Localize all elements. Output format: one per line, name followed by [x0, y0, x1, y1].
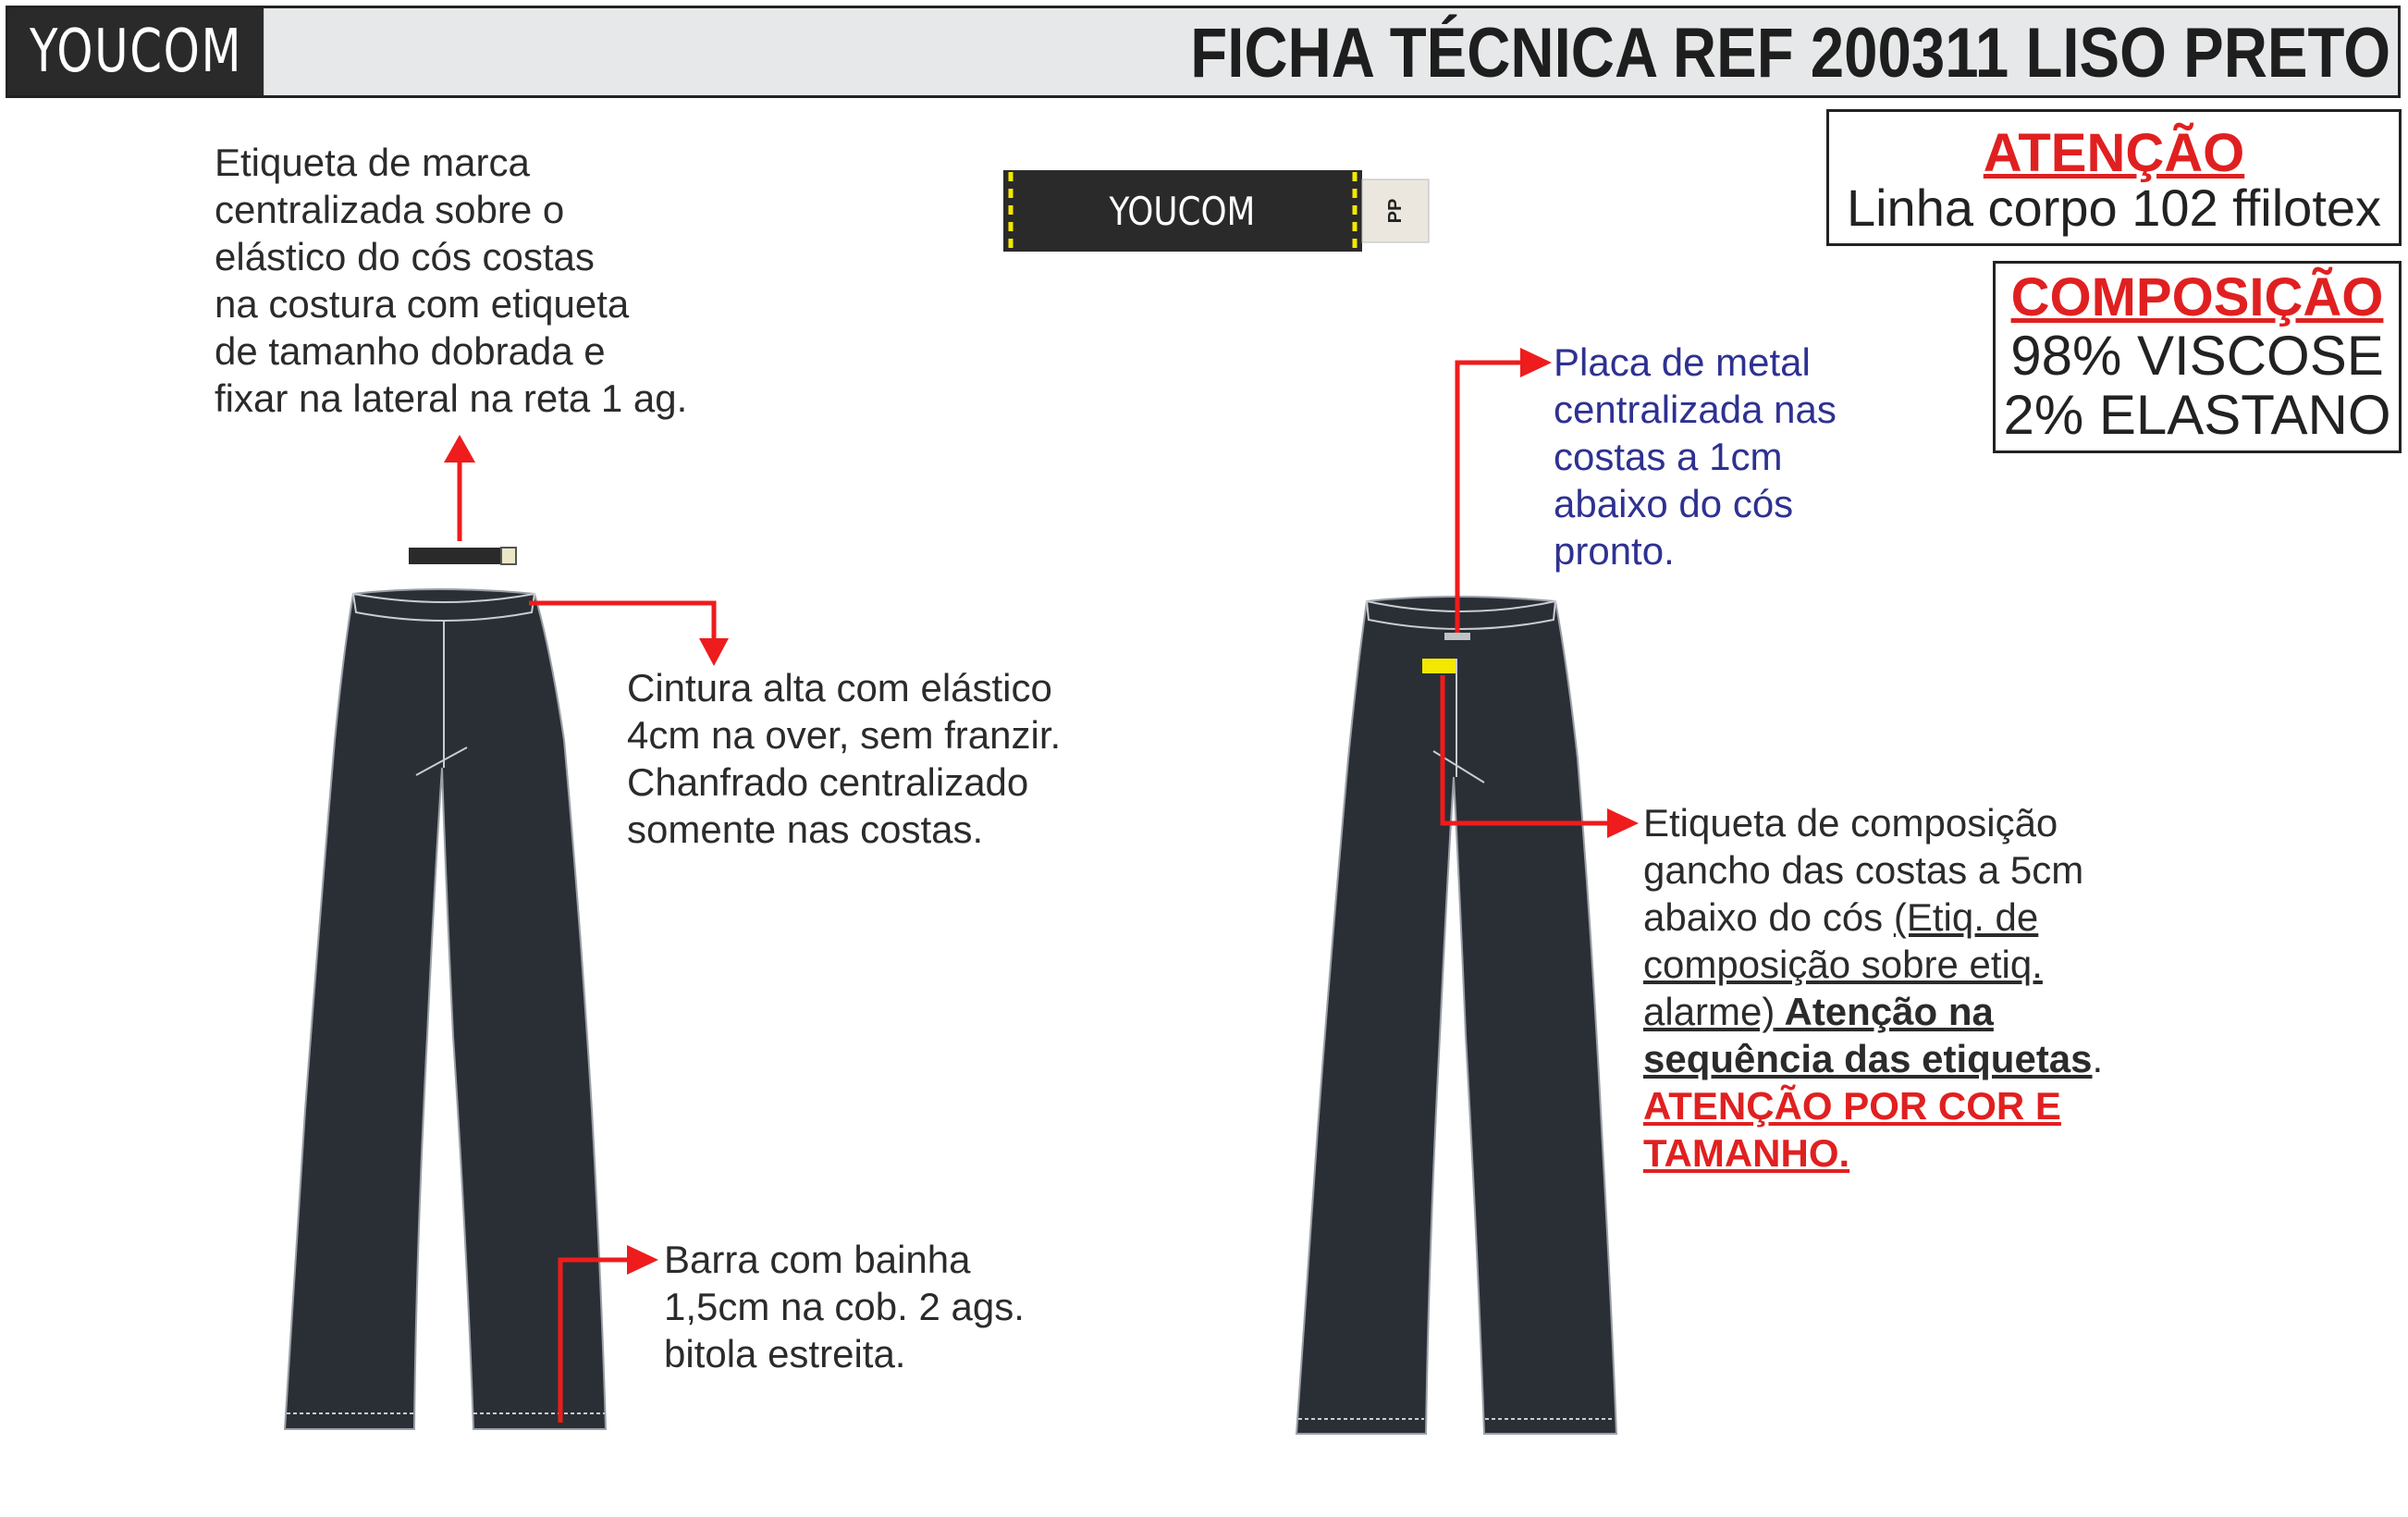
composition-title: COMPOSIÇÃO [2010, 267, 2384, 327]
note-brand-label: Etiqueta de marca centralizada sobre o elástico do cós costas na costura com etiqueta de tamanho dobrada e fixar na lateral na reta 1 ag. [215, 141, 688, 420]
size-tag-text: PP [1385, 198, 1406, 224]
pants-back-drawing [1296, 597, 1616, 1434]
arrow-waist [529, 603, 714, 640]
page-title: FICHA TÉCNICA REF 200311 LISO PRETO [1190, 14, 2390, 92]
small-brand-label [409, 548, 516, 564]
attention-title: ATENÇÃO [1983, 123, 2245, 183]
note-metal-plate: Placa de metal centralizada nas costas a 1cm abaixo do cós pronto. [1554, 340, 1837, 573]
brand-logo: YOUCOM [8, 8, 264, 95]
composition-line: 98% VISCOSE [2010, 325, 2384, 387]
composition-line: 2% ELASTANO [2003, 384, 2391, 446]
note-composition-label: Etiqueta de composição gancho das costas a 5cm abaixo do cós (Etiq. de composição sobre etiq. alarme) Atenção na sequência das etiquetas. ATENÇÃO POR COR E TAMANHO. [1643, 801, 2104, 1175]
metal-plate [1444, 633, 1470, 640]
attention-text: Linha corpo 102 ffilotex [1846, 179, 2382, 237]
note-waist: Cintura alta com elástico 4cm na over, sem franzir. Chanfrado centralizado somente nas costas. [627, 666, 1062, 851]
note-hem: Barra com bainha 1,5cm na cob. 2 ags. bitola estreita. [664, 1238, 1025, 1375]
arrow-metal-plate [1457, 363, 1521, 633]
brand-label-tag [1003, 170, 1429, 252]
label-tag-brand: YOUCOM [1109, 190, 1256, 235]
composition-label-tag [1422, 659, 1456, 673]
pants-front-drawing [285, 589, 606, 1429]
